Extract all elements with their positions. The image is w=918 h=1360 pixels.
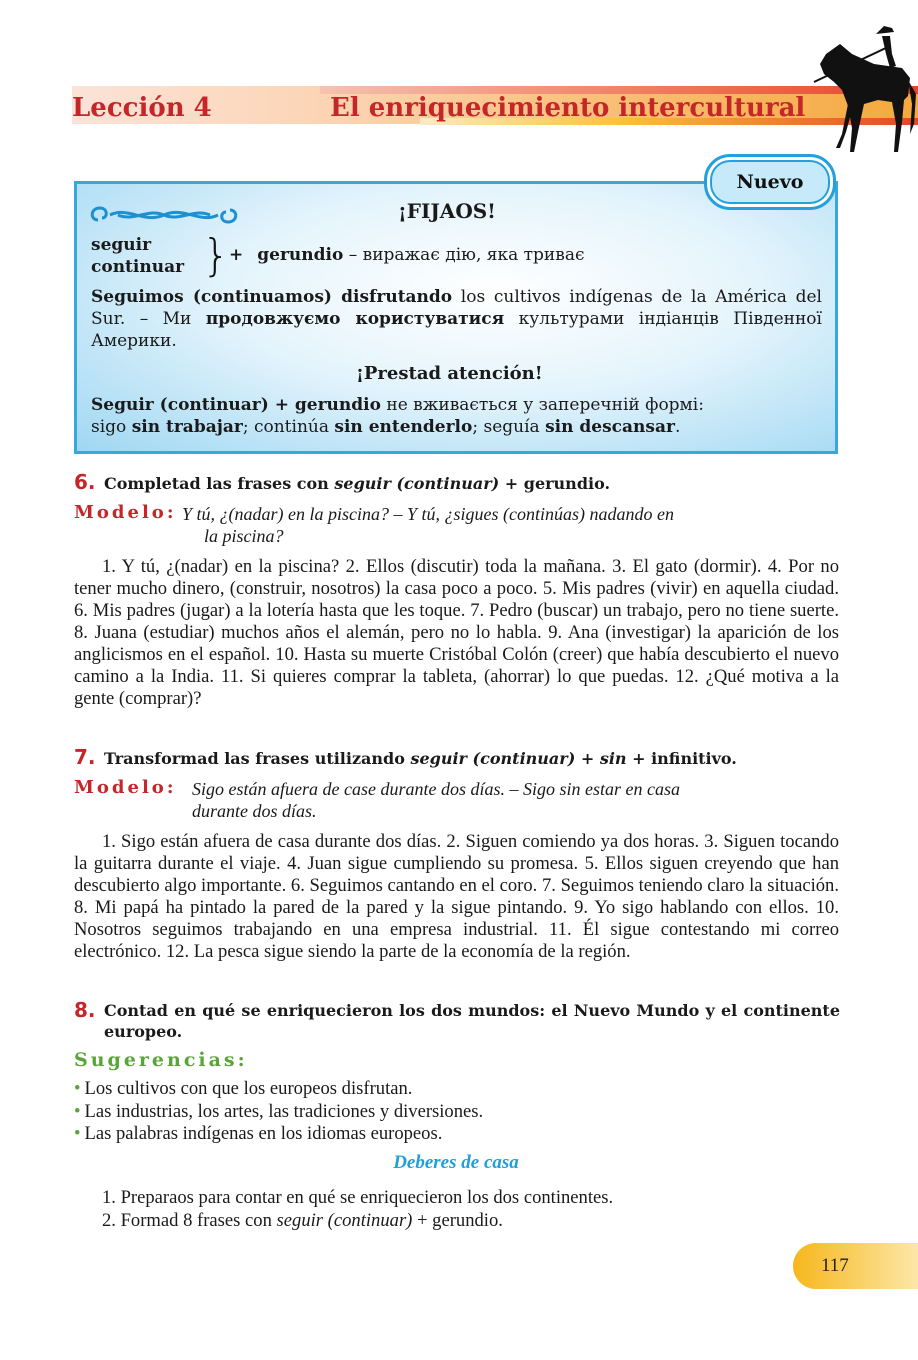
verb-continuar: continuar [91, 257, 185, 277]
gerund-label: gerundio [257, 245, 344, 265]
exercise-8-instruction: Contad en qué se enriquecieron los dos mundos: el Nuevo Mundo y el continente europeo. [104, 1001, 840, 1041]
exercise-7-instruction-b: + infinitivo. [626, 749, 737, 768]
grammar-example [91, 286, 822, 352]
rule-bold: Seguir (continuar) + gerundio [91, 395, 381, 415]
gerund-formula [229, 245, 584, 265]
example-es-bold: Seguimos (continuamos) disfrutando [91, 287, 453, 307]
plus-sign: + [229, 245, 244, 265]
suggestion-item: • Las palabras indígenas en los idiomas europeos. [74, 1123, 483, 1146]
homework-item-1: 1. Preparaos para contar en qué se enriquecieron los dos continentes. [102, 1187, 614, 1208]
suggestions-label: Sugerencias: [74, 1049, 248, 1071]
exercise-6-instruction-b: + gerundio. [499, 474, 611, 493]
exercise-6-number: 6. [74, 470, 96, 494]
fijaos-heading: ¡FIJAOS! [398, 199, 496, 223]
don-quixote-icon [812, 24, 916, 152]
exercise-7-modelo-line2: durante dos días. [192, 801, 317, 821]
verb-list [91, 234, 184, 278]
exercise-6-instruction-a: Completad las frases con [104, 474, 335, 493]
attention-heading: ¡Prestad atención! [356, 363, 543, 384]
exercise-7-number: 7. [74, 745, 96, 769]
rule-end: . [674, 417, 681, 437]
homework-item-2-a: 2. Formad 8 frases con [102, 1210, 277, 1231]
exercise-6-instruction-italic: seguir (continuar) [334, 474, 500, 493]
brace-icon: } [202, 230, 230, 281]
exercise-6-modelo-label: Modelo: [74, 502, 177, 523]
rule-example-3: ; seguía [472, 417, 546, 437]
homework-item-2 [102, 1209, 613, 1232]
rule-example-2: ; continúa [242, 417, 335, 437]
gerund-description: – виражає дію, яка триває [343, 245, 585, 265]
example-ua-bold: продовжуємо користуватися [205, 309, 505, 329]
exercise-6-modelo-line1: Y tú, ¿(nadar) en la piscina? – Y tú, ¿sigues (continúas) nadando en [182, 504, 674, 524]
homework-list [102, 1186, 613, 1232]
exercise-7-instruction-italic: seguir (continuar) + sin [410, 749, 627, 768]
rule-example-1-bold: sin trabajar [131, 417, 243, 437]
exercise-6-modelo-line2: la piscina? [204, 526, 284, 546]
lesson-number: Lección 4 [72, 93, 212, 123]
page-number: 117 [793, 1243, 918, 1289]
rule-example-3-bold: sin descansar [545, 417, 675, 437]
homework-item-2-italic: seguir (continuar) [276, 1210, 413, 1231]
verb-seguir: seguir [91, 235, 152, 255]
suggestions-list [74, 1078, 483, 1146]
exercise-7-instruction [104, 748, 840, 769]
exercise-7-modelo-label: Modelo: [74, 777, 177, 798]
exercise-7-modelo-line1: Sigo están afuera de case durante dos días. – Sigo sin estar en casa [192, 779, 680, 799]
exercise-8-number: 8. [74, 998, 96, 1022]
exercise-7-text: 1. Sigo están afuera de casa durante dos días. 2. Siguen comiendo ya dos horas. 3. Siguen tocando la guitarra durante el viaje. 4. Juan sigue cumpliendo su promesa. 5. Ellos siguen creyendo que han descubierto algo importante. 6. Seguimos cantando en el coro. 7. Seguimos teniendo claro la situación. 8. Mi papá ha pintado la pared de la pared y la sigue pintando. 9. Yo sigo hablando con ellos. 10. Nosotros seguimos trabajando en una empresa industrial. 11. Él sigue contestando mi correo electrónico. 12. La pesca sigue siendo la parte de la economía de la región. [74, 831, 839, 962]
rule-example-2-bold: sin entenderlo [334, 417, 473, 437]
rule-example-1: sigo [91, 417, 132, 437]
suggestion-item: • Las industrias, los artes, las tradiciones y diversiones. [74, 1101, 483, 1124]
grammar-rule [91, 394, 822, 438]
exercise-6-instruction [104, 473, 840, 494]
lesson-title: El enriquecimiento intercultural [330, 93, 806, 123]
exercise-6-text: 1. Y tú, ¿(nadar) en la piscina? 2. Ellos (discutir) toda la mañana. 3. El gato (dormir). 4. Por no tener mucho dinero, (construir, nosotros) la casa poco a poco. 5. Mis padres (vivir) en aquella ciudad. 6. Mis padres (jugar) a la lotería hasta que les toque. 7. Pedro (buscar) un trabajo, pero no tiene suerte. 8. Juana (estudiar) muchos años el alemán, pero no lo habla. 9. Ana (investigar) la aparición de los anglicismos en el español. 10. Hasta su muerte Cristóbal Colón (creer) que había descubierto el nuevo camino a la India. 11. Si quieres comprar la tableta, (ahorrar) lo que puedas. 12. ¿Qué motiva a la gente (comprar)? [74, 556, 839, 709]
scroll-ornament-icon [88, 202, 240, 228]
suggestion-item: • Los cultivos con que los europeos disfrutan. [74, 1078, 483, 1101]
nuevo-badge: Nuevo [704, 154, 836, 210]
rule-text: не вживається у заперечній формі: [380, 395, 704, 415]
exercise-7-instruction-a: Transformad las frases utilizando [104, 749, 411, 768]
example-ua-text: культурами індіанців Південної Америки. [91, 309, 822, 351]
homework-title: Deberes de casa [393, 1152, 519, 1173]
example-es-text: los cultivos indígenas de la América del Sur. – Ми [91, 287, 822, 329]
homework-item-2-b: + gerundio. [412, 1210, 503, 1231]
